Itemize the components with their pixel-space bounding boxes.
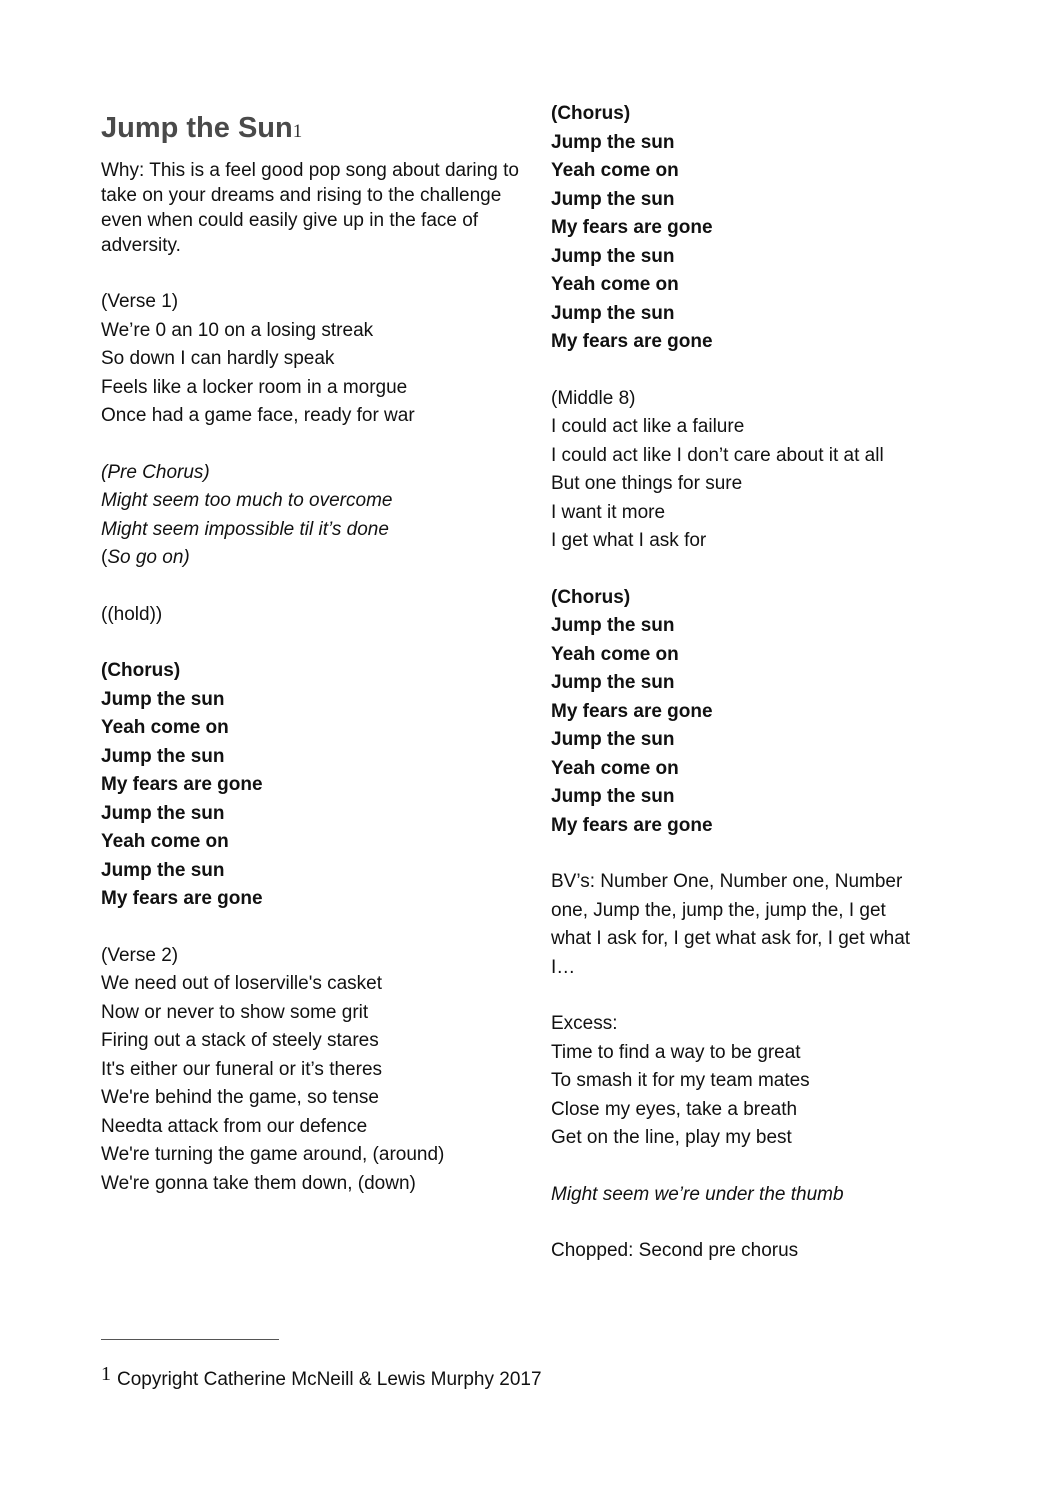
lyric-line: Jump the sun	[551, 302, 675, 324]
lyric-line: (Chorus)	[551, 586, 631, 608]
lyric-line: Once had a game face, ready for war	[101, 405, 415, 426]
so-go-on-text: So go on)	[107, 547, 190, 568]
lyric-line: Yeah come on	[101, 831, 229, 852]
lyric-line: My fears are gone	[551, 217, 713, 238]
lyric-line: ((hold))	[101, 603, 163, 625]
lyric-line: Jump the sun	[551, 131, 675, 153]
lyric-line: I want it more	[551, 501, 666, 523]
lyric-line: Now or never to show some grit	[101, 1001, 369, 1023]
title-footnote-mark: 1	[292, 121, 303, 142]
title-text: Jump the Sun	[101, 112, 293, 144]
lyric-line: (Chorus)	[101, 660, 181, 681]
lyric-line: My fears are gone	[101, 888, 263, 909]
footnote	[101, 1363, 542, 1394]
lyric-line: Needta attack from our defence	[101, 1115, 368, 1137]
lyric-line: Excess:	[551, 1013, 618, 1034]
lyric-line: one, Jump the, jump the, jump the, I get	[551, 899, 886, 921]
lyric-line: Firing out a stack of steely stares	[101, 1030, 379, 1051]
lyric-line: (Verse 1)	[101, 291, 179, 312]
lyric-line: We're behind the game, so tense	[101, 1087, 379, 1108]
page-title	[101, 108, 521, 148]
lyric-line: Jump the sun	[101, 745, 225, 767]
lyric-line: Time to find a way to be great	[551, 1041, 801, 1063]
footnote-text: Copyright Catherine McNeill & Lewis Murphy 2017	[117, 1369, 542, 1390]
lyric-line: Might seem too much to overcome	[101, 490, 393, 511]
right-column	[551, 100, 981, 1294]
footnote-number: 1	[101, 1363, 111, 1385]
lyric-line: We're turning the game around, (around)	[101, 1144, 445, 1165]
lyric-line: We’re 0 an 10 on a losing streak	[101, 319, 374, 341]
lyric-line: I get what I ask for	[551, 530, 707, 551]
lyric-line: I could act like a failure	[551, 416, 745, 437]
lyric-line: Feels like a locker room in a morgue	[101, 376, 408, 398]
lyric-line: Jump the sun	[551, 245, 675, 267]
lyric-line: Might seem impossible til it’s done	[101, 518, 389, 540]
lyric-line: (Chorus)	[551, 103, 631, 124]
lyric-line: (Pre Chorus)	[101, 461, 210, 483]
chorus-left	[101, 657, 521, 914]
middle-8	[551, 385, 981, 556]
lyric-line: We're gonna take them down, (down)	[101, 1172, 416, 1194]
lyric-line: Yeah come on	[101, 717, 229, 738]
left-column	[101, 108, 521, 1226]
lyric-line: Chopped: Second pre chorus	[551, 1240, 799, 1261]
lyric-line: Jump the sun	[551, 786, 675, 807]
lyric-line: Might seem we’re under the thumb	[551, 1183, 844, 1205]
lyric-line: We need out of loserville's casket	[101, 973, 383, 994]
lyric-line: Yeah come on	[551, 757, 679, 779]
lyric-line: But one things for sure	[551, 473, 743, 494]
excess-block	[551, 1010, 981, 1153]
lyric-line: So down I can hardly speak	[101, 348, 335, 369]
chorus-right-1	[551, 100, 981, 357]
lyric-line: My fears are gone	[551, 331, 713, 352]
lyric-line-so-go-on	[101, 544, 521, 573]
lyric-line: It's either our funeral or it’s theres	[101, 1058, 383, 1080]
lyric-line: I…	[551, 956, 576, 978]
lyric-line: To smash it for my team mates	[551, 1070, 810, 1091]
lyric-line: Jump the sun	[101, 859, 225, 881]
footnote-divider	[101, 1339, 279, 1340]
italic-line-block	[551, 1181, 981, 1210]
lyric-line: Jump the sun	[551, 729, 675, 750]
lyric-line: Jump the sun	[551, 615, 675, 636]
lyric-line: My fears are gone	[551, 700, 713, 722]
lyric-line: (Middle 8)	[551, 387, 636, 409]
lyric-line: Get on the line, play my best	[551, 1127, 792, 1148]
lyric-line: Yeah come on	[551, 160, 679, 181]
lyric-line: (Verse 2)	[101, 944, 179, 966]
lyric-line: Yeah come on	[551, 274, 679, 295]
lyric-line: BV’s: Number One, Number one, Number	[551, 871, 903, 892]
lyric-line: My fears are gone	[101, 774, 263, 795]
paren-open: (	[101, 547, 108, 568]
verse-1	[101, 288, 521, 431]
lyric-line: I could act like I don’t care about it at all	[551, 444, 884, 466]
hold-block	[101, 601, 521, 630]
lyric-line: Close my eyes, take a breath	[551, 1098, 798, 1120]
backing-vocals	[551, 868, 981, 982]
lyric-line: Jump the sun	[551, 188, 675, 210]
verse-2	[101, 942, 521, 1199]
lyric-line: Jump the sun	[551, 672, 675, 693]
lyric-line: Jump the sun	[101, 802, 225, 824]
chorus-right-2	[551, 584, 981, 841]
lyric-line: Jump the sun	[101, 688, 225, 710]
lyric-line: what I ask for, I get what ask for, I get what	[551, 928, 911, 949]
pre-chorus	[101, 459, 521, 573]
why-paragraph: Why: This is a feel good pop song about daring to take on your dreams and rising to the challenge even when could easily give up in the face of adversity.	[101, 160, 519, 256]
chopped-block	[551, 1237, 981, 1266]
lyric-line: Yeah come on	[551, 643, 679, 665]
lyric-line: My fears are gone	[551, 814, 713, 836]
